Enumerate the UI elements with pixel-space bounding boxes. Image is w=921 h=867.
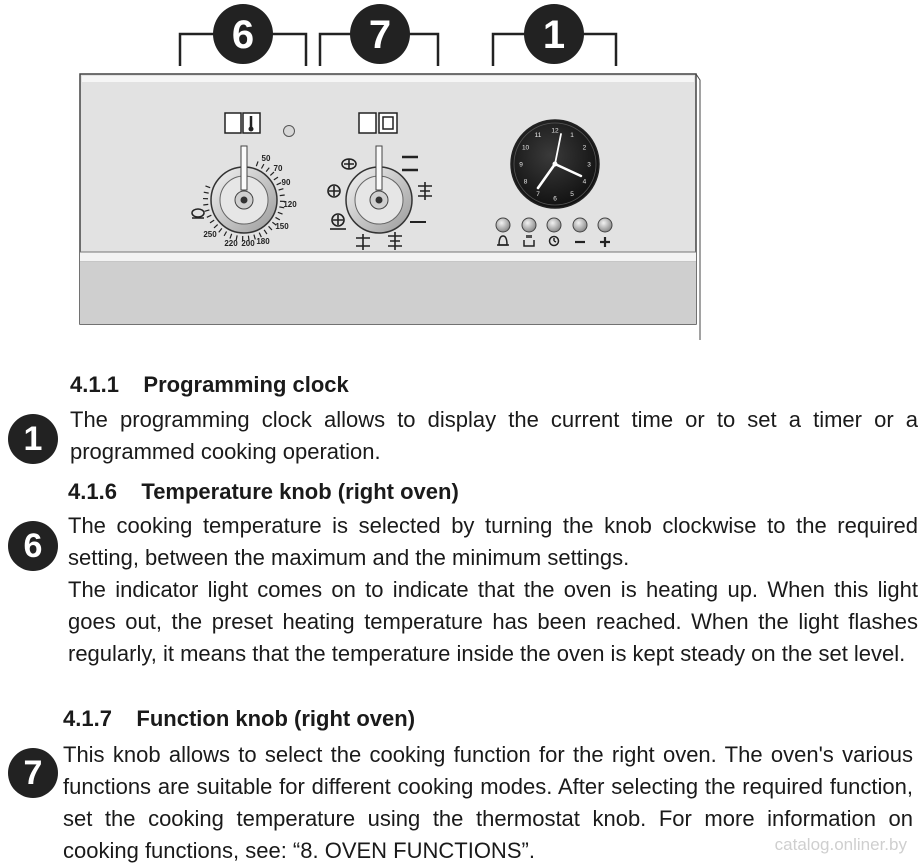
clock-numeral: 3 bbox=[587, 162, 591, 169]
thermostat-scale-label: 250 bbox=[203, 230, 217, 239]
clock-numeral: 12 bbox=[551, 128, 559, 135]
callout-1-label: 1 bbox=[543, 13, 565, 57]
defrost-icon bbox=[342, 159, 356, 169]
thermostat-scale-label: 180 bbox=[256, 237, 270, 246]
programming-clock bbox=[511, 120, 599, 208]
clock-numeral: 7 bbox=[536, 191, 540, 198]
callout-1 bbox=[493, 4, 616, 66]
clock-numeral: 8 bbox=[524, 179, 528, 186]
thermostat-scale-label: 220 bbox=[224, 239, 238, 248]
section-badge-7: 7 bbox=[8, 748, 58, 798]
section-number: 4.1.7 bbox=[63, 706, 112, 731]
section-text-4-1-6-b: The indicator light comes on to indicate that the oven is heating up. When this light goes out, the preset heating temperature has been reached. When the light flashes regularly, it means that the temperature inside the oven is kept steady on the set level. bbox=[68, 574, 918, 670]
section-title: Temperature knob (right oven) bbox=[141, 479, 458, 504]
section-text-4-1-7: This knob allows to select the cooking function for the right oven. The oven's various functions are suitable for different cooking modes. After selecting the required function, set the cooking temperature using the thermostat knob. For more information on cooking functions, see: “8. OVEN FUNCTIONS”. bbox=[63, 739, 913, 867]
section-badge-1: 1 bbox=[8, 414, 58, 464]
callout-6 bbox=[180, 4, 306, 66]
section-heading-4-1-1 bbox=[70, 372, 349, 398]
thermostat-symbol-icon bbox=[225, 113, 260, 133]
clock-numeral: 9 bbox=[519, 162, 523, 169]
clock-numeral: 11 bbox=[535, 132, 542, 139]
thermostat-scale-label: 90 bbox=[282, 178, 291, 187]
clock-button-plus[interactable] bbox=[598, 218, 612, 232]
thermostat-scale-label: 200 bbox=[241, 239, 255, 248]
thermostat-tick bbox=[280, 195, 285, 196]
callout-7-label: 7 bbox=[369, 13, 391, 57]
clock-numeral: 5 bbox=[570, 191, 574, 198]
thermostat-tick bbox=[203, 204, 208, 205]
section-title: Programming clock bbox=[143, 372, 348, 397]
watermark: catalog.onliner.by bbox=[775, 835, 907, 855]
clock-numeral: 10 bbox=[522, 145, 530, 152]
oven-control-panel-figure bbox=[0, 0, 921, 340]
fan-grill-icon bbox=[328, 185, 340, 197]
thermostat-scale-label: 50 bbox=[262, 154, 271, 163]
section-text-4-1-6-a: The cooking temperature is selected by turning the knob clockwise to the required setting, between the maximum and the minimum settings. bbox=[68, 510, 918, 574]
section-heading-4-1-6 bbox=[68, 479, 459, 505]
callout-7 bbox=[320, 4, 438, 66]
section-number: 4.1.6 bbox=[68, 479, 117, 504]
clock-button-cooking[interactable] bbox=[522, 218, 536, 232]
callout-6-label: 6 bbox=[232, 13, 254, 57]
section-number: 4.1.1 bbox=[70, 372, 119, 397]
clock-numeral: 2 bbox=[583, 145, 587, 152]
section-title: Function knob (right oven) bbox=[136, 706, 415, 731]
section-heading-4-1-7 bbox=[63, 706, 415, 732]
thermostat-scale-label: 70 bbox=[274, 164, 283, 173]
heating-indicator-light bbox=[284, 126, 295, 137]
section-badge-6: 6 bbox=[8, 521, 58, 571]
thermostat-scale-label: 120 bbox=[283, 200, 297, 209]
section-text-4-1-1: The programming clock allows to display the current time or to set a timer or a programmed cooking operation. bbox=[70, 404, 918, 468]
thermostat-scale-label: 150 bbox=[275, 222, 289, 231]
clock-button-minus[interactable] bbox=[573, 218, 587, 232]
clock-button-clock[interactable] bbox=[547, 218, 561, 232]
clock-numeral: 4 bbox=[583, 179, 587, 186]
clock-numeral: 6 bbox=[553, 196, 557, 203]
clock-numeral: 1 bbox=[570, 132, 574, 139]
clock-button-bell[interactable] bbox=[496, 218, 510, 232]
